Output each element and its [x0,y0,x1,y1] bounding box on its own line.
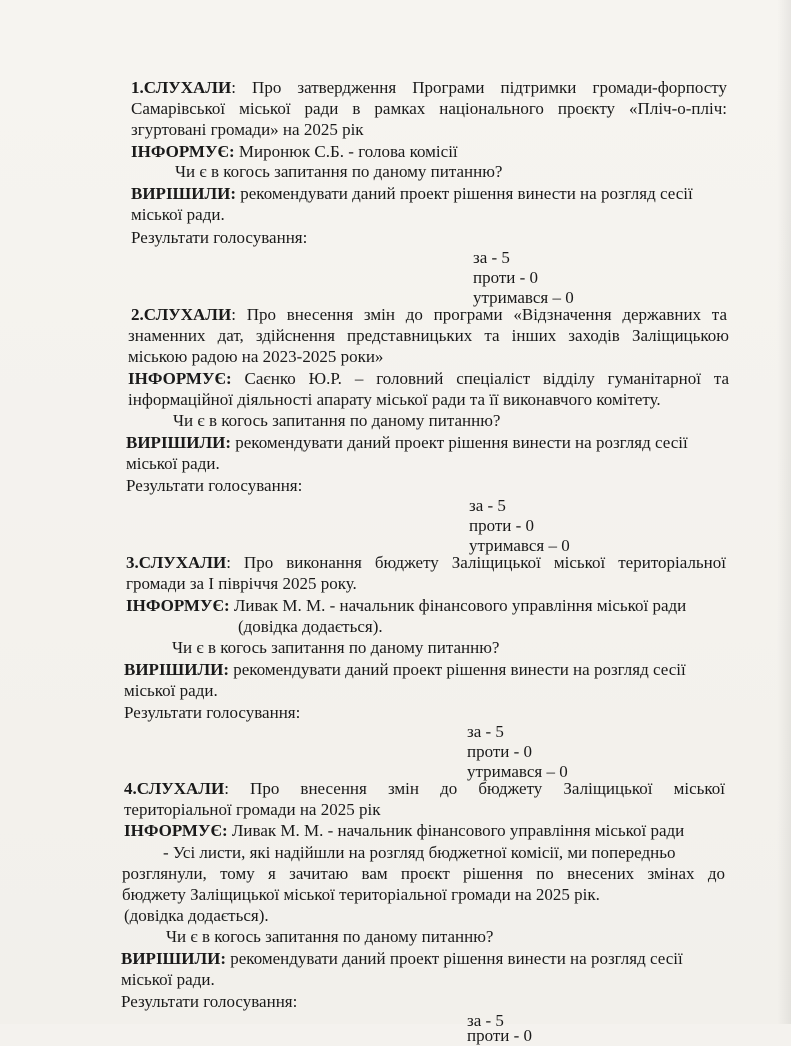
item-4-info-label: ІНФОРМУЄ: [124,821,228,840]
item-4-info-text: Ливак М. М. - начальник фінансового управління міської ради [227,821,685,840]
item-1-subject-line-3: згуртовані громади» на 2025 рік [131,120,364,139]
item-1-decided-cont: міської ради. [131,205,225,224]
item-3-vote-against: проти - 0 [467,742,533,761]
item-2-decided-text: рекомендувати даний проект рішення винести на розгляд сесії [231,433,688,452]
item-4-question: Чи є в когось запитання по даному питанню? [166,927,494,946]
item-2-vote-abstain: утримався – 0 [469,536,570,555]
item-4-decided-label: ВИРІШИЛИ: [121,949,227,968]
item-3-decided-label: ВИРІШИЛИ: [124,660,230,679]
item-1-heading: 1.СЛУХАЛИ [131,78,232,97]
item-4-speech-line-1: - Усі листи, які надійшли на розгляд бюджетної комісії, ми попередньо [163,843,676,862]
item-2-info-cont: інформаційної діяльності апарату міської ради та її виконавчого комітету. [128,390,661,409]
item-4-subject-line-1: : Про внесення змін до бюджету Заліщицької міської [224,779,725,798]
item-1-vote-abstain: утримався – 0 [473,288,574,307]
item-4-info [124,821,684,841]
item-3-info [126,596,686,616]
item-1-results-label: Результати голосування: [131,228,308,247]
item-3-vote-abstain: утримався – 0 [467,762,568,781]
scan-edge-shadow [777,0,791,1024]
item-2-heading-line [131,305,727,325]
item-1-decided [131,184,693,204]
item-1-vote-for: за - 5 [473,248,510,267]
item-3-question: Чи є в когось запитання по даному питанню? [172,638,500,657]
item-4-decided-cont: міської ради. [121,970,215,989]
item-4-heading: 4.СЛУХАЛИ [124,779,225,798]
item-1-info-text: Миронюк С.Б. - голова комісії [234,142,458,161]
item-4-subject-line-2: територіальної громади на 2025 рік [124,800,381,819]
item-2-vote-for: за - 5 [469,496,506,515]
item-2-decided-cont: міської ради. [126,454,220,473]
item-3-vote-for: за - 5 [467,722,504,741]
item-2-decided [126,433,688,453]
item-2-info-text: Саєнко Ю.Р. – головний спеціаліст відділу гуманітарної та [231,369,729,388]
item-4-decided [121,949,683,969]
document-page: 1.СЛУХАЛИ: Про затвердження Програми підтримки громади-форпосту Самарівської міської ради в рамках національного проєкту «Пліч-о-пліч: згуртовані громади» на 2025 рік ІНФОРМУЄ: Миронюк С.Б. - голова комісії Чи є в когось запитання по даному питанню? ВИРІШИЛИ: рекомендувати даний проект рішення винести на розгляд сесії міської ради. Результати голосування: за - 5 проти - 0 утримався – 0 2.СЛУХАЛИ: Про внесення змін до програми «Відзначення державних та знаменних дат, здійснення представницьких та інших заходів Заліщицькою міською радою на 2023-2025 роки» ІНФОРМУЄ: Саєнко Ю.Р. – головний спеціаліст відділу гуманітарної та інформаційної діяльності апарату міської ради та її виконавчого комітету. Чи є в когось запитання по даному питанню? ВИРІШИЛИ: рекомендувати даний проект рішення винести на розгляд сесії міської ради. Результати голосування: за - 5 проти - 0 утримався – 0 3.СЛУХАЛИ: Про виконання бюджету Заліщицької міської територіальної громади за І півріччя 2025 року. ІНФОРМУЄ: Ливак М. М. - начальник фінансового управління міської ради (довідка додається). Чи є в когось запитання по даному питанню? ВИРІШИЛИ: рекомендувати даний проект рішення винести на розгляд сесії міської ради. Результати голосування: за - 5 проти - 0 утримався – 0 4.СЛУХАЛИ: Про внесення змін до бюджету Заліщицької міської територіальної громади на 2025 рік ІНФОРМУЄ: Ливак М. М. - начальник фінансового управління міської ради - Усі листи, які надійшли на розгляд бюджетної комісії, ми попередньо розглянули, тому я зачитаю вам проєкт рішення по внесених змінах до бюджету Заліщицької міської територіальної громади на 2025 рік. (довідка додається). Чи є в когось запитання по даному питанню? ВИРІШИЛИ: рекомендувати даний проект рішення винести на розгляд сесії міської ради. Результати голосування: за - 5 проти - 0 [0,0,791,1024]
item-3-heading-line [126,553,726,573]
item-3-subject-line-2: громади за І півріччя 2025 року. [126,574,357,593]
item-3-decided-cont: міської ради. [124,681,218,700]
item-2-results-label: Результати голосування: [126,476,303,495]
item-2-subject-line-2: знаменних дат, здійснення представницьких та інших заходів Заліщицькою [128,326,729,345]
item-2-heading: 2.СЛУХАЛИ [131,305,232,324]
item-3-info-label: ІНФОРМУЄ: [126,596,230,615]
item-3-heading: 3.СЛУХАЛИ [126,553,227,572]
item-3-decided [124,660,686,680]
item-4-decided-text: рекомендувати даний проект рішення винести на розгляд сесії [226,949,683,968]
item-2-decided-label: ВИРІШИЛИ: [126,433,232,452]
item-2-question: Чи є в когось запитання по даному питанню? [173,411,501,430]
item-2-info-label: ІНФОРМУЄ: [128,369,232,388]
item-4-vote-for: за - 5 [467,1011,504,1030]
item-1-subject-line-2: Самарівської міської ради в рамках національного проєкту «Пліч-о-пліч: [131,99,727,118]
item-1-heading-line [131,78,727,98]
item-2-subject-line-1: : Про внесення змін до програми «Відзначення державних та [231,305,727,324]
item-2-info [128,369,729,389]
item-4-speech-line-2: розглянули, тому я зачитаю вам проєкт рішення по внесених змінах до [122,864,725,883]
item-3-decided-text: рекомендувати даний проект рішення винести на розгляд сесії [229,660,686,679]
item-1-decided-text: рекомендувати даний проект рішення винести на розгляд сесії [236,184,693,203]
item-4-results-label: Результати голосування: [121,992,298,1011]
item-4-speech-line-4: (довідка додається). [124,906,269,925]
item-3-subject-line-1: : Про виконання бюджету Заліщицької міської територіальної [226,553,726,572]
item-4-heading-line [124,779,725,799]
item-3-info-cont: (довідка додається). [238,617,383,636]
item-1-decided-label: ВИРІШИЛИ: [131,184,237,203]
item-1-info [131,142,458,162]
item-2-vote-against: проти - 0 [469,516,535,535]
item-1-question: Чи є в когось запитання по даному питанню? [175,162,503,181]
item-3-info-text: Ливак М. М. - начальник фінансового управління міської ради [229,596,687,615]
item-2-subject-line-3: міською радою на 2023-2025 роки» [128,347,384,366]
item-1-info-label: ІНФОРМУЄ: [131,142,235,161]
item-1-vote-against: проти - 0 [473,268,539,287]
item-3-results-label: Результати голосування: [124,703,301,722]
item-4-speech-line-3: бюджету Заліщицької міської територіальної громади на 2025 рік. [122,885,600,904]
item-1-subject-line-1: : Про затвердження Програми підтримки громади-форпосту [231,78,727,97]
